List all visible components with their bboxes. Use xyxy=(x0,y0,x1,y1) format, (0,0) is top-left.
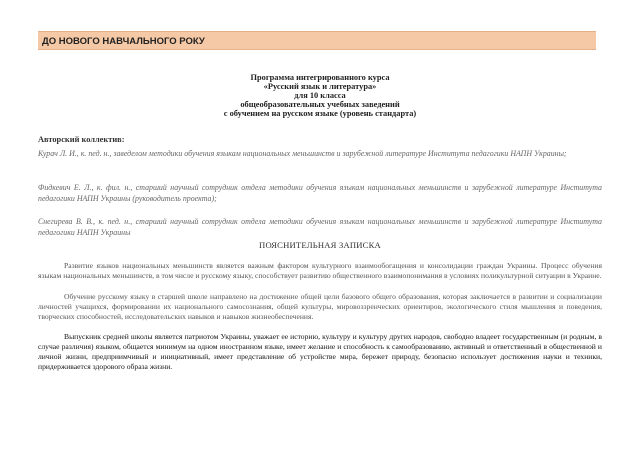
note-paragraph: Выпускник средней школы является патриотом Украины, уважает ее историю, культуру и культуру других народов, свободно владеет государственным (и родным, в случае различия) языком, общается минимум на одном иностранном языке, имеет желание и способность к самообразованию, активный и ответственный в общественной и личной жизни, предприимчивый и инициативный, имеет представление об устройстве мира, бережет природу, безопасно использует достижения науки и техники, придерживается здорового образа жизни. xyxy=(38,332,602,371)
program-line: общеобразовательных учебных заведений xyxy=(240,99,400,109)
authors-heading: Авторский коллектив: xyxy=(38,135,125,144)
note-paragraph: Развитие языков национальных меньшинств является важным фактором культурного взаимообогащения и консолидации граждан Украины. Процесс обучения языкам национальных меньшинств, в том числе и русскому языку, способствует развитию общественного взаимопонимания в условиях поликультурной ситуации в Украине. xyxy=(38,261,602,280)
section-banner: ДО НОВОГО НАВЧАЛЬНОГО РОКУ xyxy=(38,31,596,50)
program-line: для 10 класса xyxy=(294,90,346,100)
program-title xyxy=(38,74,602,119)
author-entry: Снегирева В. В., к. пед. н., старший научный сотрудник отдела методики обучения языкам национальных меньшинств и зарубежной литературе Института педагогики НАПН Украины xyxy=(38,217,602,237)
program-line: Программа интегрированного курса xyxy=(250,73,390,82)
note-heading: ПОЯСНИТЕЛЬНАЯ ЗАПИСКА xyxy=(259,240,381,250)
program-line: с обучением на русском языке (уровень стандарта) xyxy=(223,108,417,118)
note-paragraph: Обучение русскому языку в старшей школе направлено на достижение общей цели базового общего образования, которая заключается в развитии и социализации личностей учащихся, формировании их национального самосознания, общей культуры, мировоззренческих ориентиров, экологического стиля мышления и поведения, творческих способностей, исследовательских навыков и навыков жизнеобеспечения. xyxy=(38,292,602,321)
author-entry: Курач Л. И., к. пед. н., заведелом методики обучения языкам национальных меньшинств и зарубежной литературе Института педагогики НАПН Украины; xyxy=(38,149,567,158)
author-entry: Фидкевич Е. Л., к. фил. н., старший научный сотрудник отдела методики обучения языкам национальных меньшинств и зарубежной литературе Института педагогики НАПН Украины (руководитель проекта); xyxy=(38,183,602,203)
program-line: «Русский язык и литература» xyxy=(263,81,377,91)
